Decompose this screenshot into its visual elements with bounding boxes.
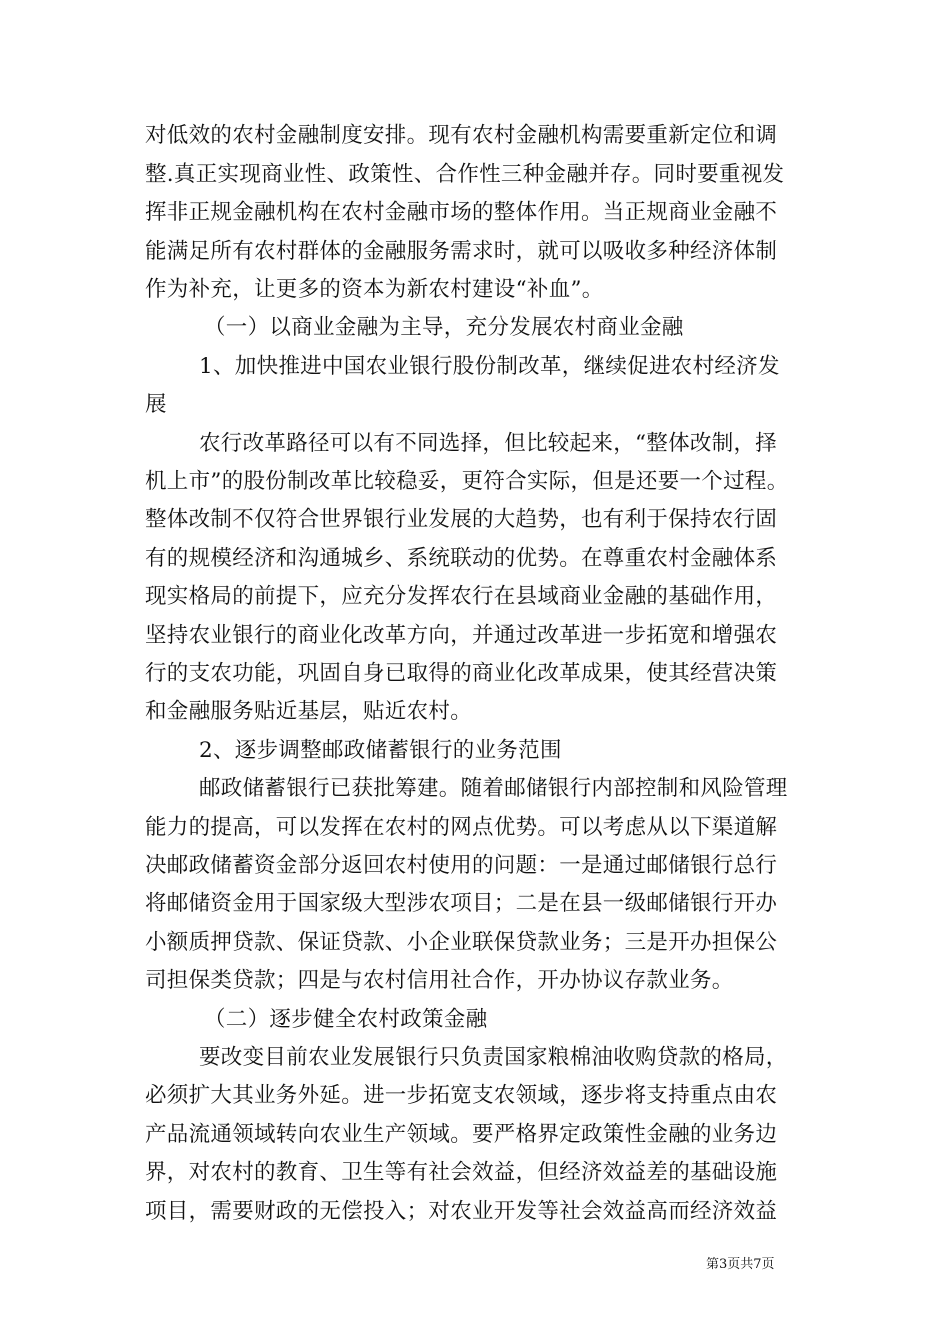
body-line: 机上市”的股份制改革比较稳妥，更符合实际，但是还要一个过程。 [145,469,789,494]
body-line: 和金融服务贴近基层，贴近农村。 [145,699,473,724]
section-heading: （一）以商业金融为主导，充分发展农村商业金融 [204,315,684,340]
body-line: 农行改革路径可以有不同选择，但比较起来，“整体改制，择 [199,431,778,456]
section-heading: （二）逐步健全农村政策金融 [204,1007,488,1032]
body-line: 挥非正规金融机构在农村金融市场的整体作用。当正规商业金融不 [145,200,778,225]
body-line: 界，对农村的教育、卫生等有社会效益，但经济效益差的基础设施 [145,1160,778,1185]
body-line: 决邮政储蓄资金部分返回农村使用的问题：一是通过邮储银行总行 [145,853,778,878]
body-line: 整体改制不仅符合世界银行业发展的大趋势，也有利于保持农行固 [145,507,778,532]
body-line: 小额质押贷款、保证贷款、小企业联保贷款业务；三是开办担保公 [145,930,778,955]
body-line: 项目，需要财政的无偿投入；对农业开发等社会效益高而经济效益 [145,1199,778,1224]
body-line: 作为补充，让更多的资本为新农村建设“补血”。 [145,277,604,302]
body-line: 现实格局的前提下，应充分发挥农行在县域商业金融的基础作用， [145,584,778,609]
subsection-heading: 展 [145,392,167,417]
body-line: 邮政储蓄银行已获批筹建。随着邮储银行内部控制和风险管理 [199,776,788,801]
body-line: 有的规模经济和沟通城乡、系统联动的优势。在尊重农村金融体系 [145,546,778,571]
body-line: 能满足所有农村群体的金融服务需求时，就可以吸收多种经济体制 [145,239,778,264]
page-number: 第3页共7页 [706,1257,775,1272]
body-line: 司担保类贷款；四是与农村信用社合作，开办协议存款业务。 [145,968,734,993]
body-line: 对低效的农村金融制度安排。现有农村金融机构需要重新定位和调 [145,123,778,148]
body-line: 坚持农业银行的商业化改革方向，并通过改革进一步拓宽和增强农 [145,623,778,648]
body-line: 将邮储资金用于国家级大型涉农项目；二是在县一级邮储银行开办 [145,891,778,916]
body-line: 行的支农功能，巩固自身已取得的商业化改革成果，使其经营决策 [145,661,778,686]
subsection-heading: 1、加快推进中国农业银行股份制改革，继续促进农村经济发 [199,354,780,379]
body-line: 要改变目前农业发展银行只负责国家粮棉油收购贷款的格局， [199,1045,788,1070]
subsection-heading: 2、逐步调整邮政储蓄银行的业务范围 [199,738,562,763]
body-line: 必须扩大其业务外延。进一步拓宽支农领域，逐步将支持重点由农 [145,1083,778,1108]
body-line: 能力的提高，可以发挥在农村的网点优势。可以考虑从以下渠道解 [145,815,778,840]
body-line: 产品流通领域转向农业生产领域。要严格界定政策性金融的业务边 [145,1122,778,1147]
body-line: 整.真正实现商业性、政策性、合作性三种金融并存。同时要重视发 [145,162,785,187]
